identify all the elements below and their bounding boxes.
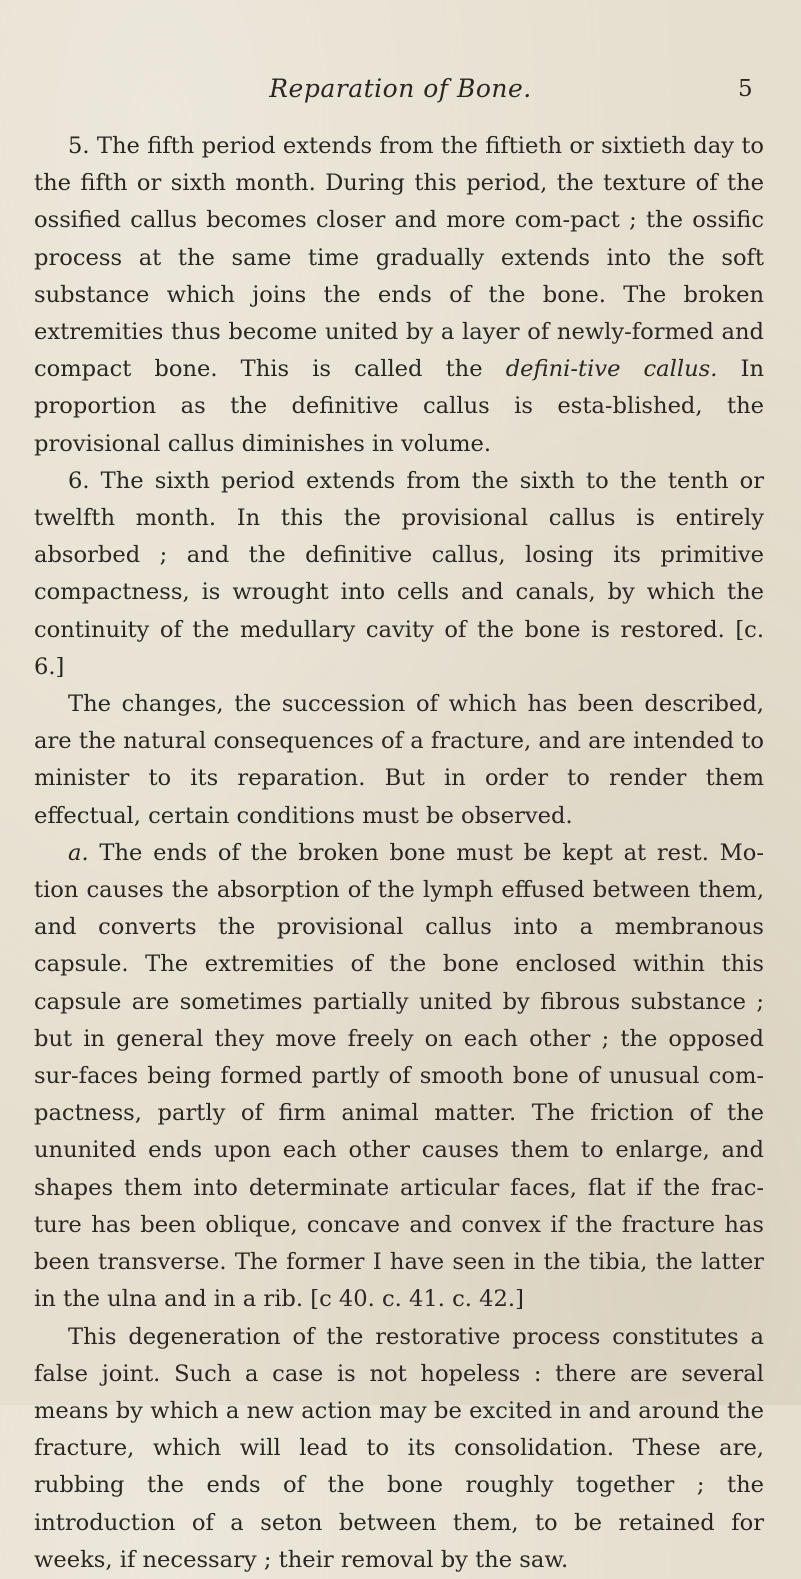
running-title: Reparation of Bone. — [269, 74, 532, 103]
paragraph-sixth-period — [34, 463, 764, 686]
text-run: This degeneration of the restorative process constitutes a false joint. Such a case is not hopeless : there are several means by which a new action may be excited in and around the fracture, which will lead to its consolidation. These are, rubbing the ends of the bone roughly together ; the introduction of a seton between them, to be retained for weeks, if necessary ; their removal by the saw. — [34, 1323, 764, 1573]
running-head — [0, 74, 801, 114]
italic-term-definitive-callus: defini-tive callus. — [505, 356, 718, 383]
paragraph-fifth-period — [34, 128, 764, 463]
italic-list-marker: a. — [68, 839, 89, 866]
text-run: The ends of the broken bone must be kept at rest. Mo-tion causes the absorption of the lymph effused between them, and converts the provisional callus into a membranous capsule. The extremities of the bone enclosed within this capsule are sometimes partially united by fibrous substance ; but in general they move freely on each other ; the opposed sur-faces being formed partly of smooth bone of unusual com-pactness, partly of firm animal matter. The friction of the ununited ends upon each other causes them to enlarge, and shapes them into determinate articular faces, flat if the frac-ture has been oblique, concave and convex if the fracture has been transverse. The former I have seen in the tibia, the latter in the ulna and in a rib. [c 40. c. 41. c. 42.] — [34, 839, 764, 1313]
text-run: In proportion as the definitive callus is esta-blished, the provisional callus diminishes in volume. — [34, 356, 764, 457]
paragraph-false-joint — [34, 1319, 764, 1579]
text-run: The changes, the succession of which has been described, are the natural consequences of a fracture, and are intended to minister to its reparation. But in order to render them effectual, certain conditions must be observed. — [34, 691, 764, 829]
text-run: 6. The sixth period extends from the sixth to the tenth or twelfth month. In this the provisional callus is entirely absorbed ; and the definitive callus, losing its primitive compactness, is wrought into cells and canals, by which the continuity of the medullary cavity of the bone is restored. [c. 6.] — [34, 467, 764, 680]
paragraph-condition-a — [34, 835, 764, 1319]
page-number: 5 — [738, 76, 753, 102]
page-body — [34, 128, 764, 1579]
text-run: 5. The fifth period extends from the fiftieth or sixtieth day to the fifth or sixth month. During this period, the texture of the ossified callus becomes closer and more com-pact ; the ossific process at the same time gradually extends into the soft substance which joins the ends of the bone. The broken extremities thus become united by a layer of newly-formed and compact bone. This is called the — [34, 133, 764, 383]
paragraph-changes — [34, 686, 764, 835]
